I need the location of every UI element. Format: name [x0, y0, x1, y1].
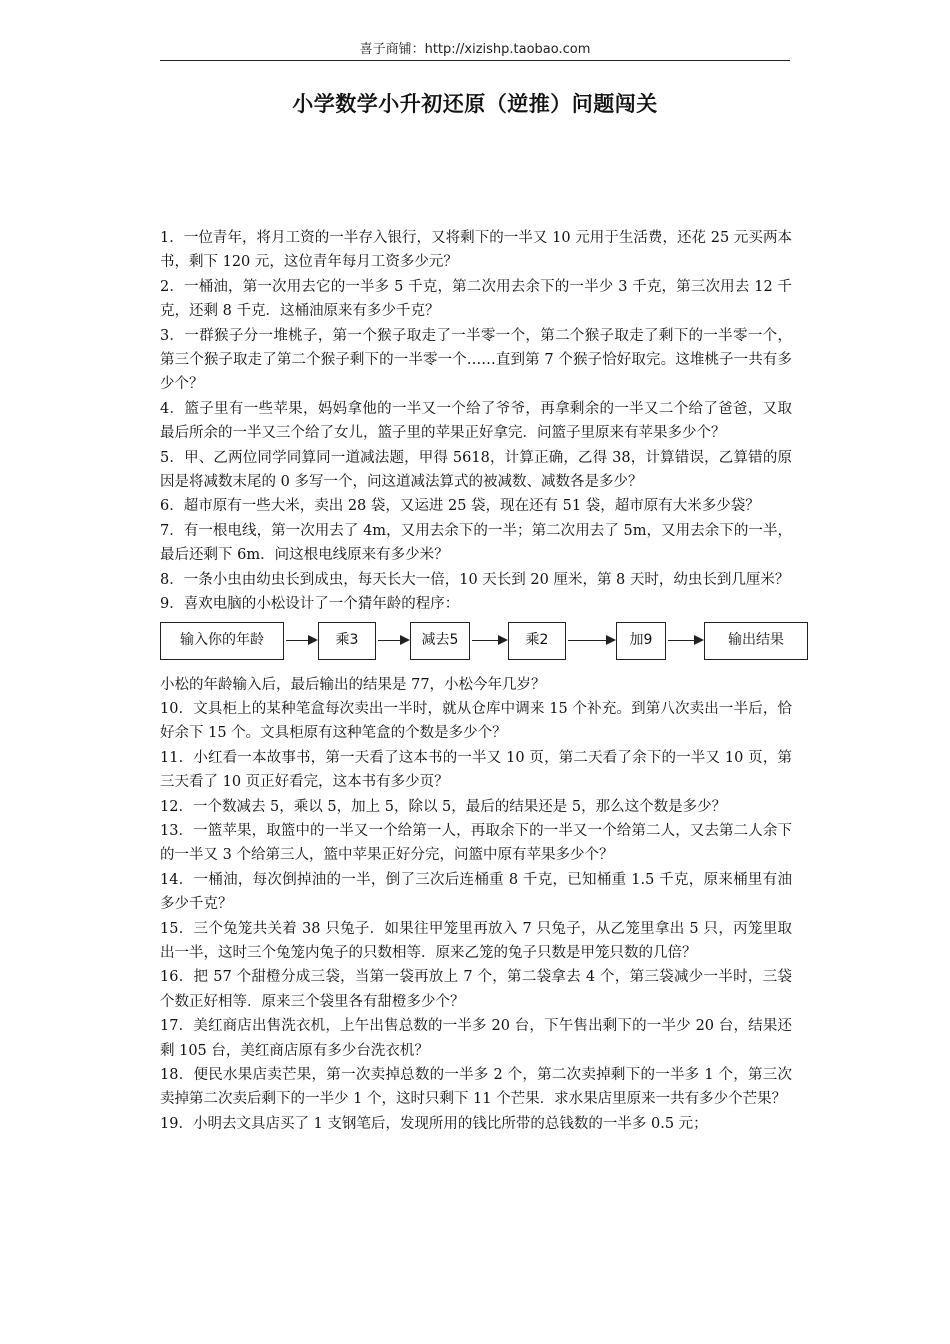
question-5: 5．甲、乙两位同学同算同一道减法题，甲得 5618，计算正确，乙得 38，计算错误，乙算错的原因是将减数末尾的 0 多写一个，问这道减法算式的被减数、减数各是多少？: [160, 449, 792, 491]
question-6: 6．超市原有一些大米，卖出 28 袋，又运进 25 袋，现在还有 51 袋，超市原有大米多少袋？: [160, 498, 760, 515]
question-10: 10．文具柜上的某种笔盒每次卖出一半时，就从仓库中调来 15 个补充。到第八次卖出一半后，恰好余下 15 个。文具柜原有这种笔盒的个数是多少个？: [160, 700, 792, 742]
flow-arrow: [568, 640, 614, 641]
flow-arrow: [378, 640, 408, 641]
age-program-flowchart: [160, 619, 808, 667]
question-18: 18．便民水果店卖芒果，第一次卖掉总数的一半多 2 个，第二次卖掉剩下的一半多 1 个，第三次卖掉第二次卖后剩下的一半少 1 个，这时只剩下 11 个芒果．求水果店里原来一共有多少个芒果？: [160, 1067, 792, 1108]
question-9: 9．喜欢电脑的小松设计了一个猜年龄的程序：: [160, 596, 460, 613]
question-4: 4．篮子里有一些苹果，妈妈拿他的一半又一个给了爷爷，再拿剩余的一半又二个给了爸爸，又取最后所余的一半又三个给了女儿，篮子里的苹果正好拿完．问篮子里原来有苹果多少个？: [160, 400, 792, 442]
question-8: 8．一条小虫由幼虫长到成虫，每天长大一倍，10 天长到 20 厘米，第 8 天时，幼虫长到几厘米？: [160, 571, 790, 588]
page-header: 喜子商铺：http://xizishp.taobao.com: [359, 42, 591, 57]
question-14: 14．一桶油，每次倒掉油的一半，倒了三次后连桶重 8 千克，已知桶重 1.5 千克，原来桶里有油多少千克？: [160, 871, 792, 913]
question-13: 13．一篮苹果，取篮中的一半又一个给第一人，再取余下的一半又一个给第二人，又去第二人余下的一半又 3 个给第三人，篮中苹果正好分完，问篮中原有苹果多少个？: [160, 822, 792, 864]
flow-step-output: 输出结果: [704, 622, 808, 660]
question-7: 7．有一根电线，第一次用去了 4m，又用去余下的一半；第二次用去了 5m，又用去余下的一半，最后还剩下 6m．问这根电线原来有多少米？: [160, 522, 792, 564]
flow-arrow: [472, 640, 506, 641]
question-9-continued: 小松的年龄输入后，最后输出的结果是 77，小松今年几岁？: [160, 676, 546, 693]
flow-step-multiply-3: 乘3: [318, 622, 376, 660]
question-list: [160, 226, 792, 1136]
flow-step-subtract-5: 减去5: [410, 622, 470, 660]
question-11: 11．小红看一本故事书，第一天看了这本书的一半又 10 页，第二天看了余下的一半又 10 页，第三天看了 10 页正好看完，这本书有多少页？: [160, 749, 792, 791]
document-title: 小学数学小升初还原（逆推）问题闯关: [292, 92, 658, 116]
question-12: 12．一个数减去 5，乘以 5，加上 5，除以 5，最后的结果还是 5，那么这个数是多少？: [160, 798, 727, 815]
flow-step-add-9: 加9: [616, 622, 666, 660]
question-3: 3．一群猴子分一堆桃子，第一个猴子取走了一半零一个，第二个猴子取走了剩下的一半零一个，第三个猴子取走了第二个猴子剩下的一半零一个……直到第 7 个猴子恰好取完。这堆桃子一共有多少个？: [160, 327, 792, 393]
header-divider: [160, 60, 790, 61]
flow-arrow: [668, 640, 702, 641]
question-1: 1．一位青年，将月工资的一半存入银行，又将剩下的一半又 10 元用于生活费，还花 25 元买两本书，剩下 120 元，这位青年每月工资多少元？: [160, 230, 792, 271]
flow-arrow: [286, 640, 316, 641]
question-17: 17．美红商店出售洗衣机，上午出售总数的一半多 20 台，下午售出剩下的一半少 20 台，结果还剩 105 台，美红商店原有多少台洗衣机？: [160, 1018, 792, 1059]
question-16: 16．把 57 个甜橙分成三袋，当第一袋再放上 7 个，第二袋拿去 4 个，第三袋减少一半时，三袋个数正好相等．原来三个袋里各有甜橙多少个？: [160, 969, 792, 1010]
question-15: 15．三个兔笼共关着 38 只兔子．如果往甲笼里再放入 7 只兔子，从乙笼里拿出 5 只，丙笼里取出一半，这时三个兔笼内兔子的只数相等．原来乙笼的兔子只数是甲笼只数的几倍？: [160, 920, 792, 961]
flow-step-input: 输入你的年龄: [160, 622, 284, 660]
flow-step-multiply-2: 乘2: [508, 622, 566, 660]
question-19: 19．小明去文具店买了 1 支钢笔后，发现所用的钱比所带的总钱数的一半多 0.5 元；: [160, 1115, 708, 1132]
question-2: 2．一桶油，第一次用去它的一半多 5 千克，第二次用去余下的一半少 3 千克，第三次用去 12 千克，还剩 8 千克．这桶油原来有多少千克？: [160, 278, 792, 320]
